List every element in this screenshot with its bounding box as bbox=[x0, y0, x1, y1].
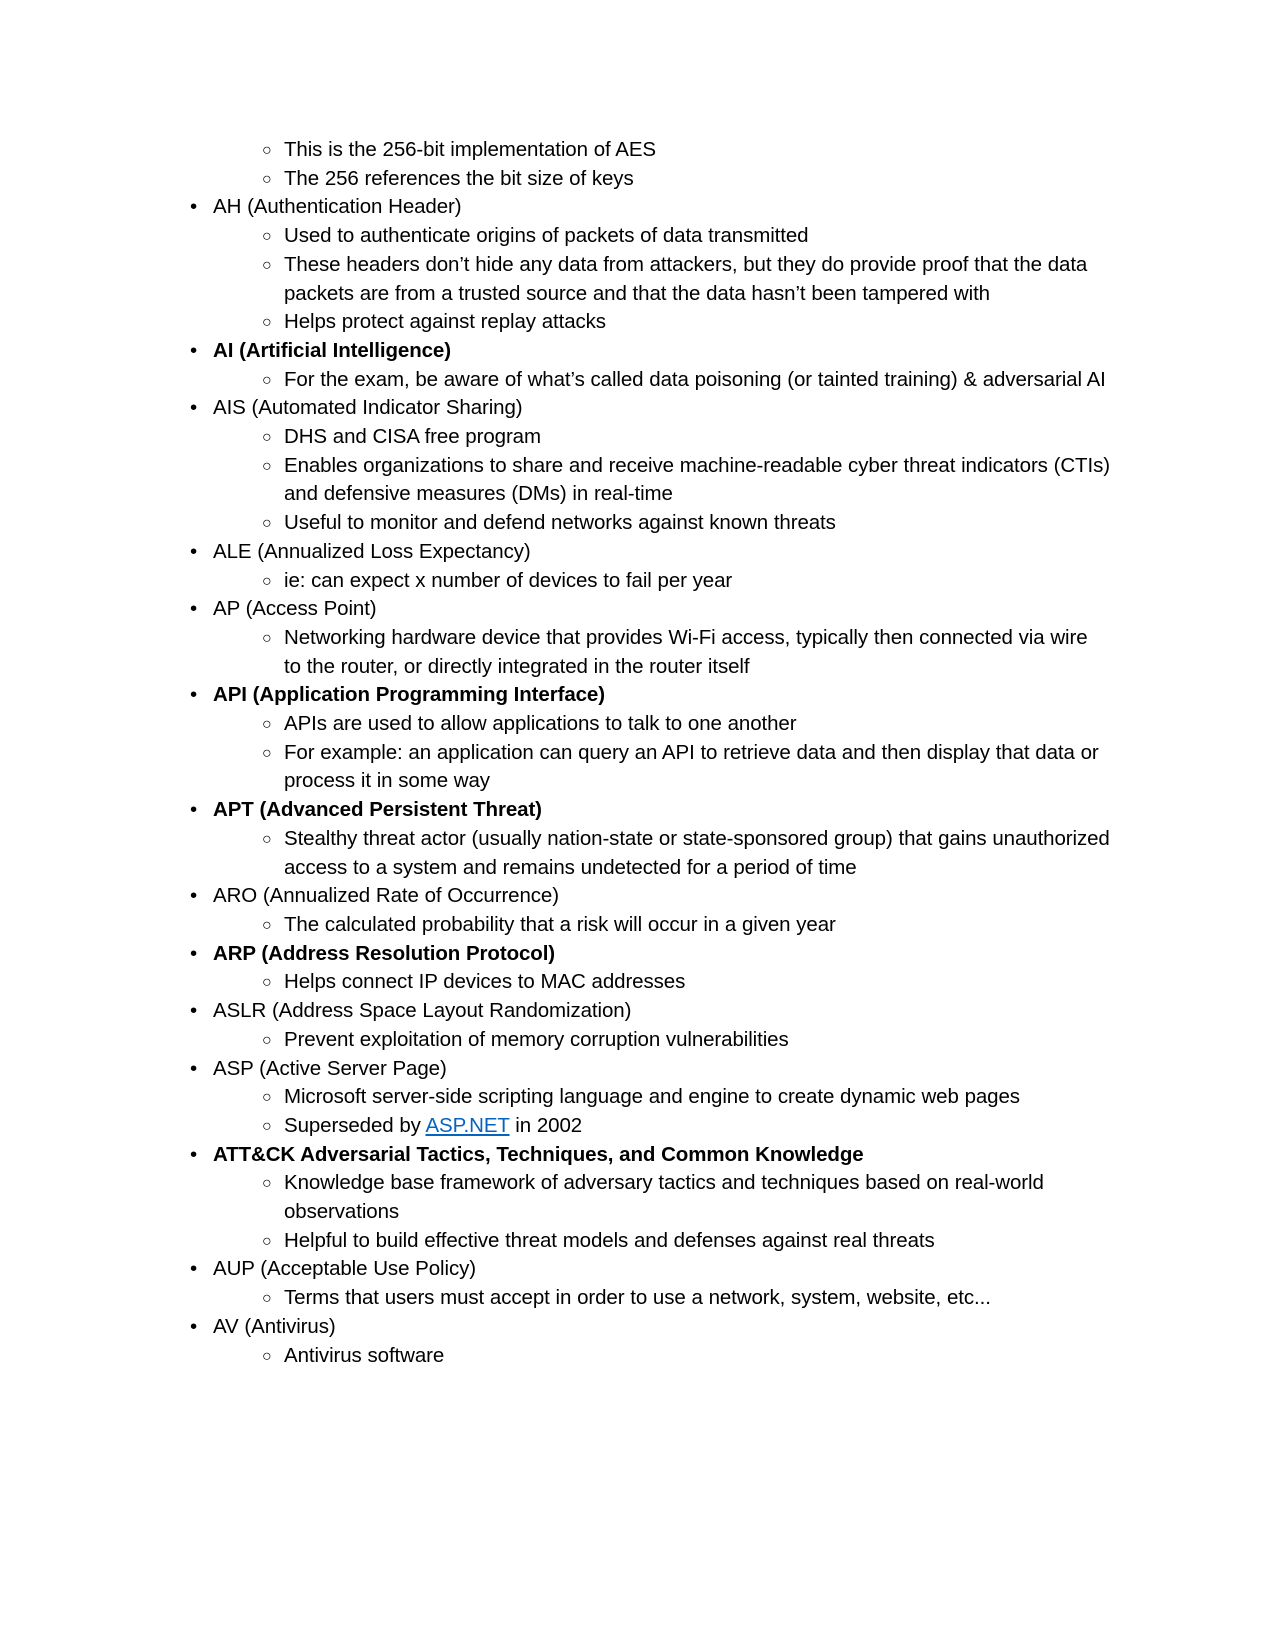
outline-item-text: These headers don’t hide any data from attackers, but they do provide proof that the data packets are from a trusted source and that the data hasn’t been tampered with bbox=[284, 252, 1088, 305]
bullet-circle-icon: ○ bbox=[262, 916, 272, 934]
outline-item-level2 bbox=[150, 1026, 1110, 1055]
outline-item-text: ARO (Annualized Rate of Occurrence) bbox=[213, 884, 559, 908]
outline-item-text: Antivirus software bbox=[284, 1343, 445, 1367]
outline-item-level2 bbox=[150, 624, 1110, 681]
outline-item-level2 bbox=[150, 911, 1110, 940]
outline-item-level2 bbox=[150, 1083, 1110, 1112]
outline-item-level1 bbox=[150, 796, 1110, 825]
outline-item-level2 bbox=[150, 968, 1110, 997]
outline-item-text: AIS (Automated Indicator Sharing) bbox=[213, 396, 523, 420]
outline-item-level2 bbox=[150, 1342, 1110, 1371]
bullet-circle-icon: ○ bbox=[262, 830, 272, 848]
outline-item-level2 bbox=[150, 739, 1110, 796]
outline-item-level1 bbox=[150, 1055, 1110, 1084]
bullet-circle-icon: ○ bbox=[262, 1031, 272, 1049]
outline-item-text: ie: can expect x number of devices to fail per year bbox=[284, 568, 733, 592]
outline-item-level1 bbox=[150, 1141, 1110, 1170]
outline-item-text: Useful to monitor and defend networks against known threats bbox=[284, 511, 836, 535]
outline-text-segment: in 2002 bbox=[509, 1113, 583, 1137]
outline-item-text: Knowledge base framework of adversary tactics and techniques based on real-world observations bbox=[284, 1171, 1044, 1224]
outline-item-level1 bbox=[150, 538, 1110, 567]
bullet-circle-icon: ○ bbox=[262, 1290, 272, 1308]
outline-item-level1 bbox=[150, 681, 1110, 710]
outline-text-segment: Superseded by bbox=[284, 1113, 426, 1137]
outline-item-level2 bbox=[150, 1284, 1110, 1313]
outline-item-text: AV (Antivirus) bbox=[213, 1314, 336, 1338]
outline-item-text: ARP (Address Resolution Protocol) bbox=[213, 941, 556, 965]
outline-item-level2 bbox=[150, 825, 1110, 882]
outline-item-text: Enables organizations to share and receive machine-readable cyber threat indicators (CTIs) and defensive measures (DMs) in real-time bbox=[284, 453, 1110, 506]
outline-item-text: This is the 256-bit implementation of AES bbox=[284, 138, 656, 161]
outline-item-text: The calculated probability that a risk will occur in a given year bbox=[284, 912, 836, 936]
outline-item-level1 bbox=[150, 337, 1110, 366]
outline-item-text: APIs are used to allow applications to talk to one another bbox=[284, 712, 797, 736]
outline-item-level2 bbox=[150, 136, 1110, 165]
outline-item-text: The 256 references the bit size of keys bbox=[284, 166, 634, 190]
bullet-circle-icon: ○ bbox=[262, 515, 272, 533]
outline-item-level1 bbox=[150, 595, 1110, 624]
bullet-disc-icon: • bbox=[190, 1142, 198, 1166]
outline-item-level1 bbox=[150, 394, 1110, 423]
outline-item-level2 bbox=[150, 251, 1110, 308]
bullet-circle-icon: ○ bbox=[262, 371, 272, 389]
outline-item-level2 bbox=[150, 222, 1110, 251]
bullet-disc-icon: • bbox=[190, 1314, 198, 1338]
bullet-circle-icon: ○ bbox=[262, 1347, 272, 1365]
outline-item-level2 bbox=[150, 1112, 1110, 1141]
bullet-disc-icon: • bbox=[190, 884, 198, 908]
bullet-circle-icon: ○ bbox=[262, 1089, 272, 1107]
bullet-circle-icon: ○ bbox=[262, 457, 272, 475]
bullet-circle-icon: ○ bbox=[262, 572, 272, 590]
outline-item-level2 bbox=[150, 308, 1110, 337]
bullet-circle-icon: ○ bbox=[262, 170, 272, 188]
outline-item-text: Prevent exploitation of memory corruption vulnerabilities bbox=[284, 1027, 789, 1051]
bullet-disc-icon: • bbox=[190, 999, 198, 1023]
bullet-circle-icon: ○ bbox=[262, 974, 272, 992]
outline-item-text: API (Application Programming Interface) bbox=[213, 683, 605, 707]
outline-item-text: AH (Authentication Header) bbox=[213, 195, 462, 219]
bullet-disc-icon: • bbox=[190, 1257, 198, 1281]
bullet-disc-icon: • bbox=[190, 597, 198, 621]
bullet-circle-icon: ○ bbox=[262, 228, 272, 246]
bullet-circle-icon: ○ bbox=[262, 314, 272, 332]
bullet-disc-icon: • bbox=[190, 396, 198, 420]
outline-item-level1 bbox=[150, 882, 1110, 911]
bullet-circle-icon: ○ bbox=[262, 1175, 272, 1193]
outline-item-text: For the exam, be aware of what’s called data poisoning (or tainted training) & adversarial AI bbox=[284, 367, 1106, 391]
bullet-disc-icon: • bbox=[190, 195, 198, 219]
outline-item-text: Used to authenticate origins of packets of data transmitted bbox=[284, 224, 809, 248]
outline-item-level2 bbox=[150, 567, 1110, 596]
outline-item-level1 bbox=[150, 193, 1110, 222]
bullet-disc-icon: • bbox=[190, 338, 198, 362]
outline-item-level2 bbox=[150, 165, 1110, 194]
outline-item-level2 bbox=[150, 366, 1110, 395]
outline-item-level2 bbox=[150, 509, 1110, 538]
outline-item-level2 bbox=[150, 710, 1110, 739]
outline-item-text: ATT&CK Adversarial Tactics, Techniques, and Common Knowledge bbox=[213, 1142, 864, 1166]
outline-item-text: APT (Advanced Persistent Threat) bbox=[213, 798, 542, 822]
outline-item-text: For example: an application can query an API to retrieve data and then display that data or process it in some way bbox=[284, 740, 1099, 793]
outline-item-text: Helps connect IP devices to MAC addresses bbox=[284, 970, 686, 994]
outline-item-text: Helpful to build effective threat models and defenses against real threats bbox=[284, 1228, 935, 1252]
outline-item-text: DHS and CISA free program bbox=[284, 425, 541, 449]
outline-item-text: Helps protect against replay attacks bbox=[284, 310, 606, 334]
outline-item-text: AUP (Acceptable Use Policy) bbox=[213, 1257, 476, 1281]
outline-item-level1 bbox=[150, 997, 1110, 1026]
outline-item-level2 bbox=[150, 1169, 1110, 1226]
outline-item-text: ASP (Active Server Page) bbox=[213, 1056, 447, 1080]
outline-item-level1 bbox=[150, 1255, 1110, 1284]
outline-item-level2 bbox=[150, 1227, 1110, 1256]
outline-item-text bbox=[284, 1112, 1110, 1141]
outline-item-text: Stealthy threat actor (usually nation-state or state-sponsored group) that gains unauthorized access to a system and remains undetected for a period of time bbox=[284, 826, 1110, 879]
outline-list bbox=[150, 136, 1110, 1370]
bullet-disc-icon: • bbox=[190, 941, 198, 965]
outline-item-level1 bbox=[150, 940, 1110, 969]
outline-item-level2 bbox=[150, 452, 1110, 509]
outline-item-text: Microsoft server-side scripting language and engine to create dynamic web pages bbox=[284, 1085, 1020, 1109]
outline-item-text: Terms that users must accept in order to use a network, system, website, etc... bbox=[284, 1286, 991, 1310]
bullet-disc-icon: • bbox=[190, 798, 198, 822]
bullet-circle-icon: ○ bbox=[262, 256, 272, 274]
bullet-disc-icon: • bbox=[190, 539, 198, 563]
outline-item-text: AP (Access Point) bbox=[213, 597, 377, 621]
outline-item-text: ALE (Annualized Loss Expectancy) bbox=[213, 539, 531, 563]
outline-item-level1 bbox=[150, 1313, 1110, 1342]
outline-item-text: Networking hardware device that provides Wi-Fi access, typically then connected via wire to the router, or directly integrated in the router itself bbox=[284, 625, 1088, 678]
bullet-disc-icon: • bbox=[190, 1056, 198, 1080]
bullet-disc-icon: • bbox=[190, 683, 198, 707]
outline-item-level2 bbox=[150, 423, 1110, 452]
bullet-circle-icon: ○ bbox=[262, 1117, 272, 1135]
outline-item-text: AI (Artificial Intelligence) bbox=[213, 338, 451, 362]
outline-item-text: ASLR (Address Space Layout Randomization) bbox=[213, 999, 632, 1023]
bullet-circle-icon: ○ bbox=[262, 629, 272, 647]
bullet-circle-icon: ○ bbox=[262, 142, 272, 159]
bullet-circle-icon: ○ bbox=[262, 716, 272, 734]
bullet-circle-icon: ○ bbox=[262, 1232, 272, 1250]
bullet-circle-icon: ○ bbox=[262, 429, 272, 447]
aspnet-hyperlink[interactable]: ASP.NET bbox=[425, 1113, 510, 1137]
bullet-circle-icon: ○ bbox=[262, 744, 272, 762]
